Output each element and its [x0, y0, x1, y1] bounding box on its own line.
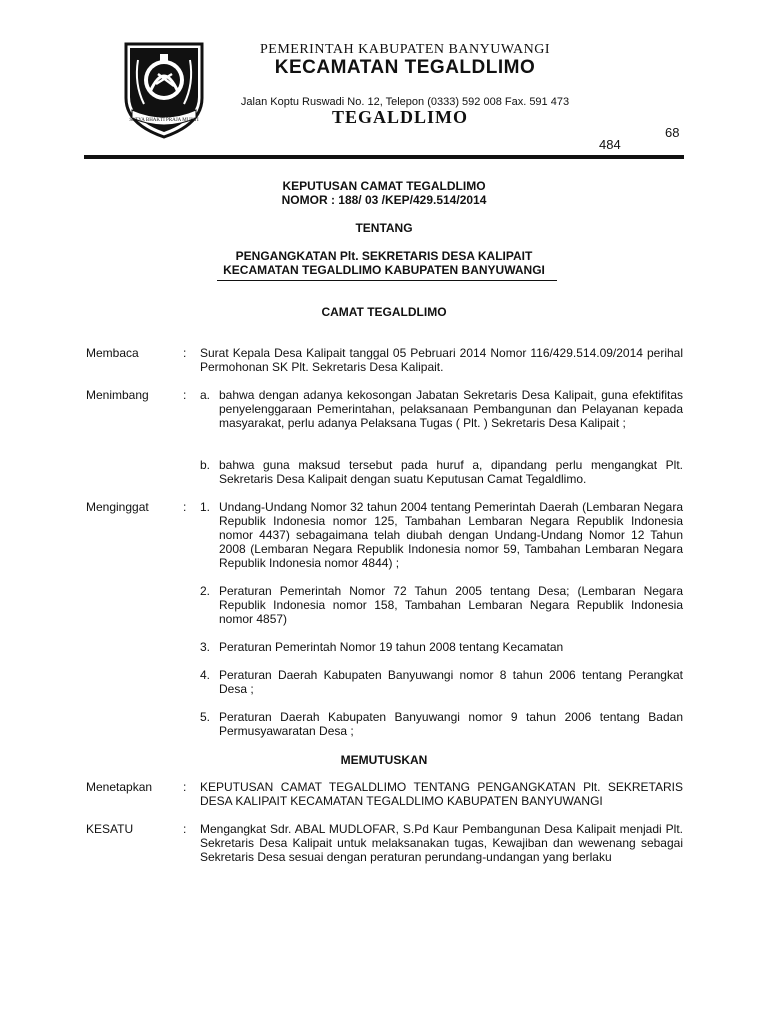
office-address: Jalan Koptu Ruswadi No. 12, Telepon (0333) 592 008 Fax. 591 473 [240, 96, 570, 108]
list-item-text: Peraturan Pemerintah Nomor 19 tahun 2008 tentang Kecamatan [219, 640, 564, 654]
list-item-text: Peraturan Daerah Kabupaten Banyuwangi nomor 9 tahun 2006 tentang Badan Permusyawaratan Desa ; [219, 710, 683, 738]
section-colon: : [183, 388, 187, 402]
decree-title: KEPUTUSAN CAMAT TEGALDLIMO [282, 179, 486, 193]
list-item-text: Undang-Undang Nomor 32 tahun 2004 tentang Pemerintah Daerah (Lembaran Negara Republik Indonesia nomor 125, Tambahan Lembaran Negara Republik Indonesia nomor 4437) sebagaimana telah diubah dengan Undang-Undang Nomor 12 Tahun 2008 (Lembaran Negara Republik Indonesia nomor 59, Tambahan Lembaran Negara Republik Indonesia nomor 4844) ; [219, 500, 683, 570]
menetapkan-text: KEPUTUSAN CAMAT TEGALDLIMO TENTANG PENGANGKATAN Plt. SEKRETARIS DESA KALIPAIT KECAMATAN TEGALDLIMO KABUPATEN BANYUWANGI [200, 780, 683, 808]
list-item [200, 668, 683, 696]
section-colon: : [183, 346, 187, 360]
list-marker: a. [200, 388, 211, 402]
page-number: 68 [665, 125, 680, 140]
section-label-kesatu: KESATU [86, 822, 134, 836]
section-colon: : [183, 500, 187, 514]
section-label-menimbang: Menimbang [86, 388, 149, 402]
list-item-text: Peraturan Daerah Kabupaten Banyuwangi nomor 8 tahun 2006 tentang Perangkat Desa ; [219, 668, 683, 696]
list-item [200, 500, 683, 570]
decree-subject-line-1: PENGANGKATAN Plt. SEKRETARIS DESA KALIPAIT [235, 249, 533, 263]
svg-text:SATYA BHAKTI PRAJA MUKTI: SATYA BHAKTI PRAJA MUKTI [129, 118, 199, 123]
list-item [200, 584, 683, 626]
list-marker: 4. [200, 668, 211, 682]
list-item-text: bahwa guna maksud tersebut pada huruf a, dipandang perlu mengangkat Plt. Sekretaris Desa Kalipait dengan suatu Keputusan Camat Tegaldlimo. [219, 458, 683, 486]
section-label-mengingat: Menginggat [86, 500, 149, 514]
list-item [200, 640, 683, 654]
list-marker: b. [200, 458, 211, 472]
header-divider [84, 155, 684, 159]
section-label-membaca: Membaca [86, 346, 139, 360]
town-name: TEGALDLIMO [331, 107, 469, 127]
list-item [200, 710, 683, 738]
list-marker: 3. [200, 640, 211, 654]
district-name: KECAMATAN TEGALDLIMO [274, 57, 536, 78]
about-heading: TENTANG [355, 221, 413, 235]
decree-number: NOMOR : 188/ 03 /KEP/429.514/2014 [281, 193, 487, 207]
list-item [200, 458, 683, 486]
decree-subject-line-2: KECAMATAN TEGALDLIMO KABUPATEN BANYUWANGI [223, 263, 545, 277]
list-item-text: bahwa dengan adanya kekosongan Jabatan Sekretaris Desa Kalipait, guna efektifitas penyelenggaraan Pemerintahan, pelaksanaan Pembangunan dan Pelayanan kepada masyarakat, perlu adanya Pelaksana Tugas ( Plt. ) Sekretaris Desa Kalipait ; [219, 388, 683, 430]
list-marker: 5. [200, 710, 211, 724]
issuer-heading: CAMAT TEGALDLIMO [321, 305, 447, 319]
section-colon: : [183, 780, 187, 794]
decide-heading: MEMUTUSKAN [340, 753, 428, 767]
postal-code: 484 [599, 137, 621, 152]
government-name: PEMERINTAH KABUPATEN BANYUWANGI [260, 42, 550, 57]
list-marker: 1. [200, 500, 211, 514]
subject-underline [217, 280, 557, 281]
list-item [200, 388, 683, 430]
list-marker: 2. [200, 584, 211, 598]
section-label-menetapkan: Menetapkan [86, 780, 153, 794]
section-colon: : [183, 822, 187, 836]
list-item-text: Peraturan Pemerintah Nomor 72 Tahun 2005 tentang Desa; (Lembaran Negara Republik Indonesia nomor 158, Tambahan Lembaran Negara Republik Indonesia nomor 4857) [219, 584, 683, 626]
kesatu-text: Mengangkat Sdr. ABAL MUDLOFAR, S.Pd Kaur Pembangunan Desa Kalipait menjadi Plt. Sekretaris Desa Kalipait untuk melaksanakan tugas, Kewajiban dan wewenang sebagai Sekretaris Desa sesuai dengan peraturan perundang-undangan yang berlaku [200, 822, 683, 864]
membaca-text: Surat Kepala Desa Kalipait tanggal 05 Pebruari 2014 Nomor 116/429.514.09/2014 perihal Permohonan SK Plt. Sekretaris Desa Kalipait. [200, 346, 683, 374]
